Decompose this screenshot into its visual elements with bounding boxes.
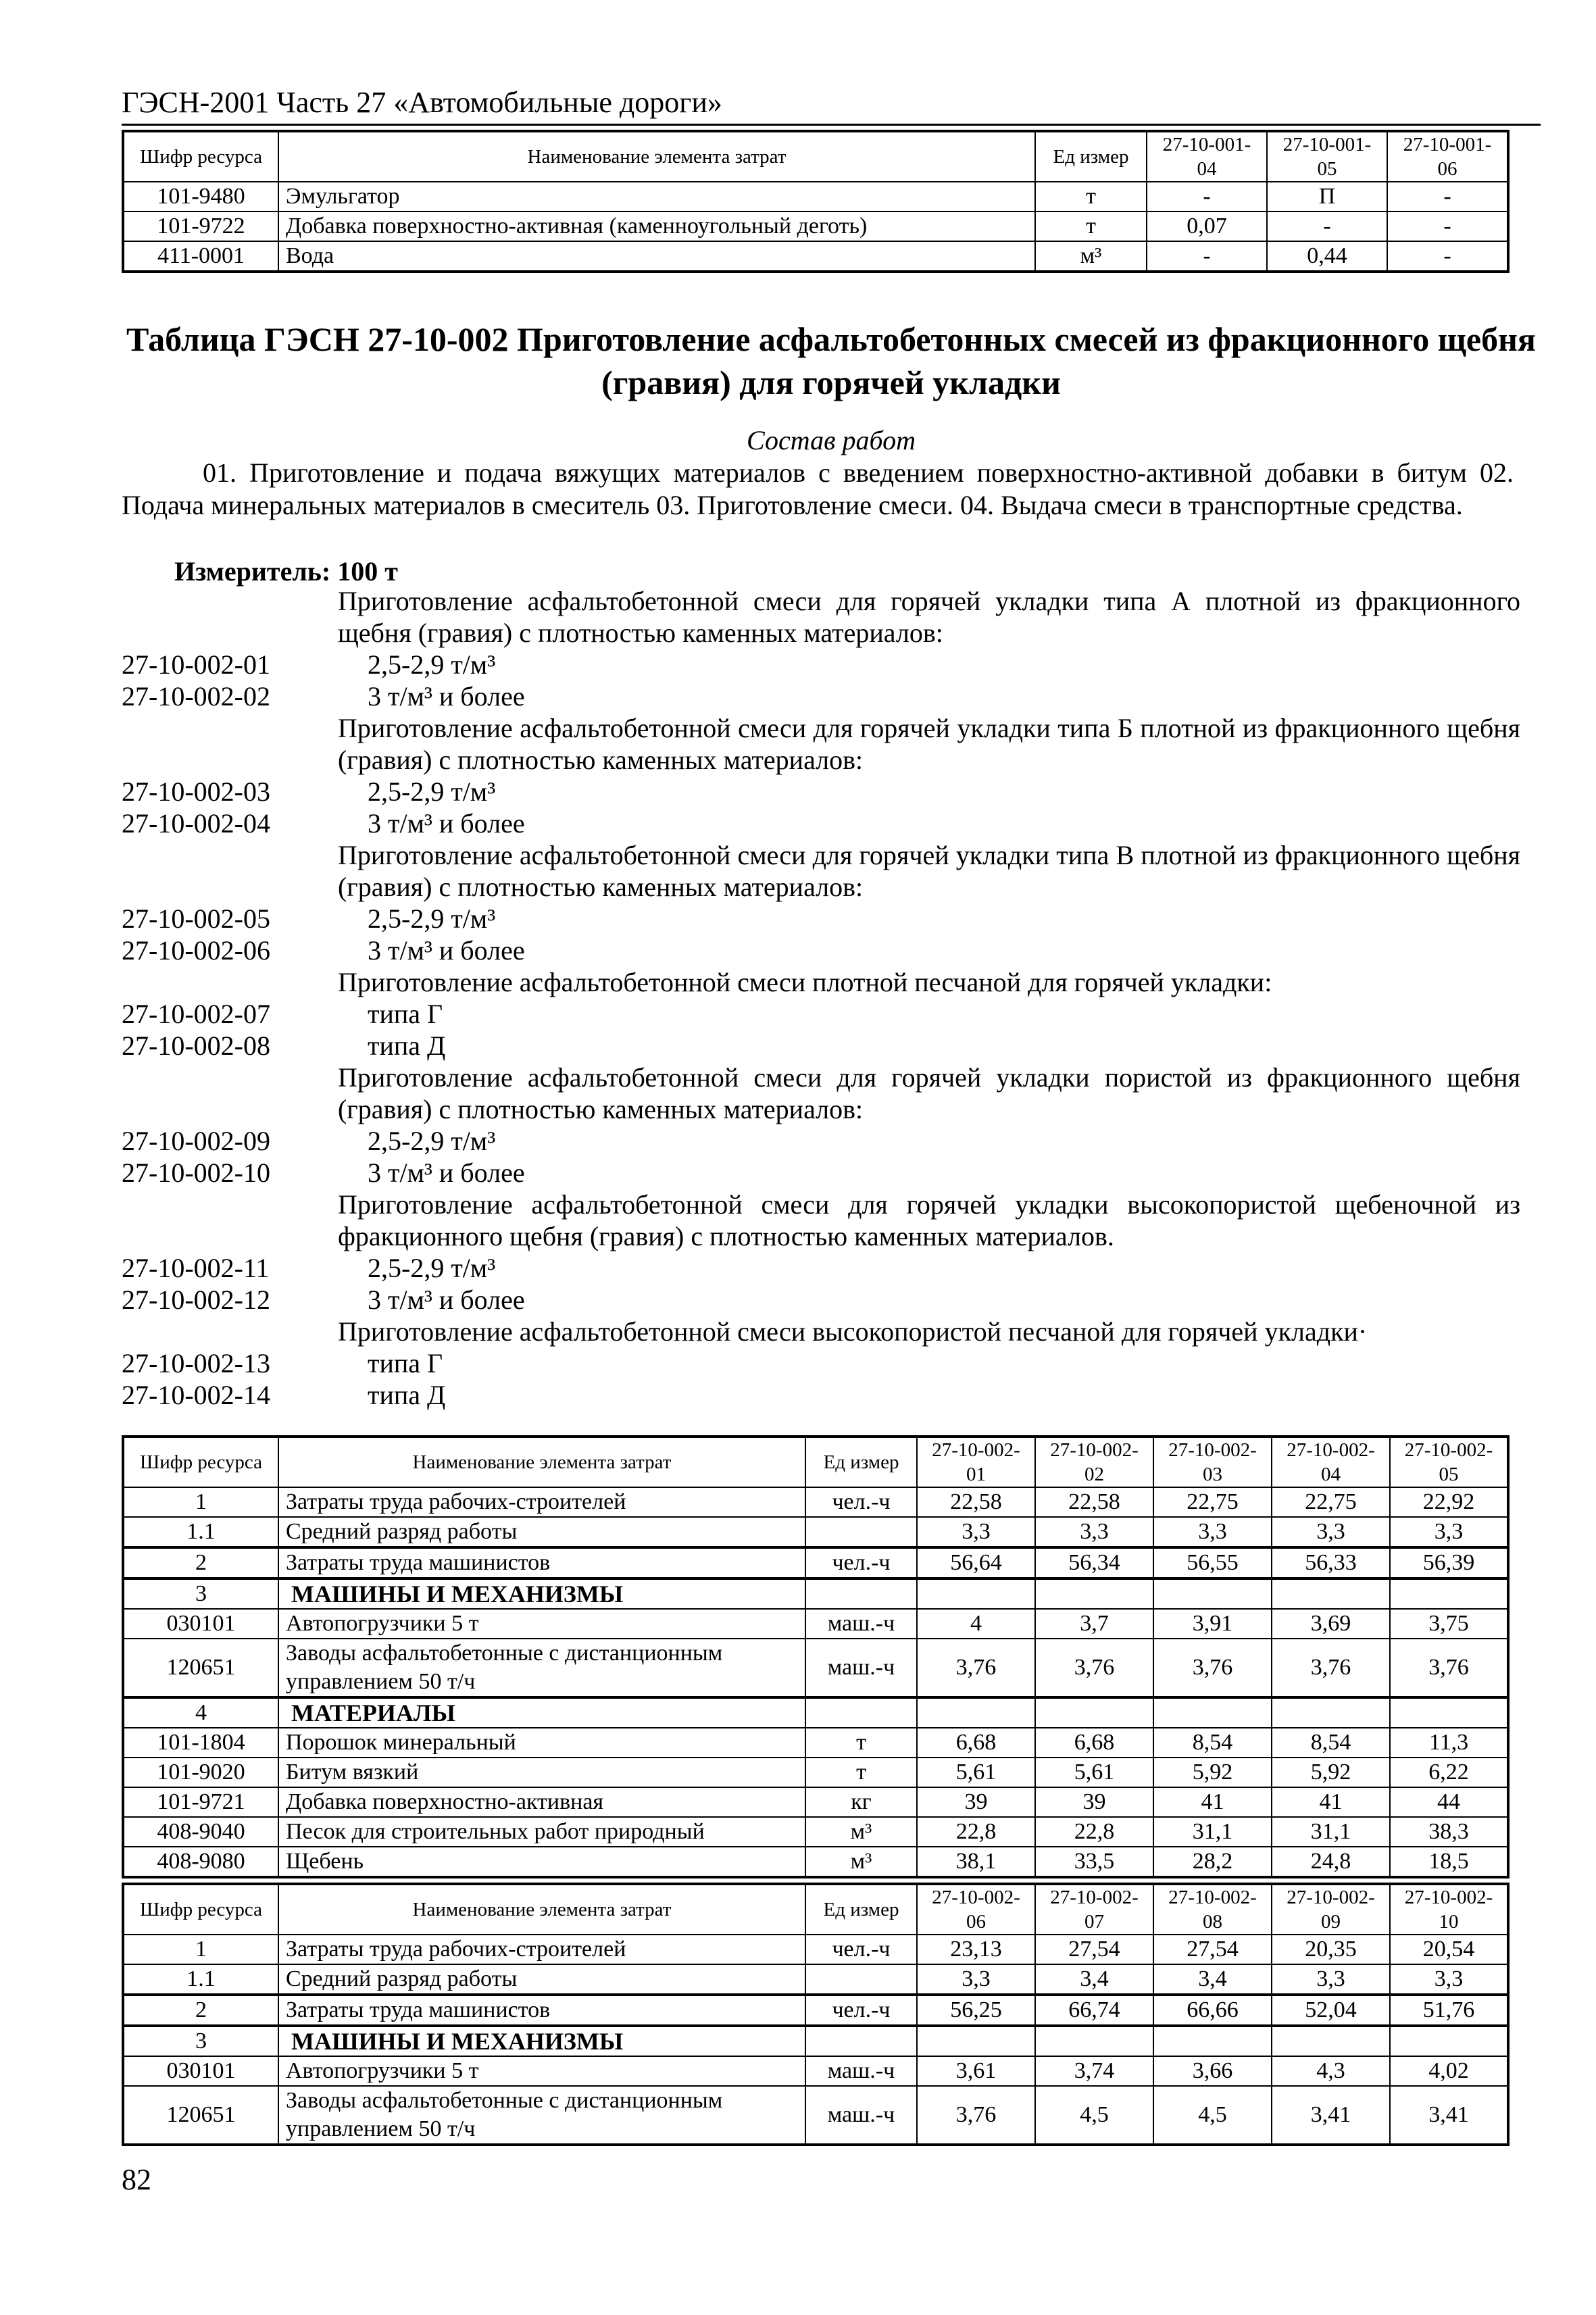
value-cell: 4,02 — [1390, 2056, 1508, 2086]
item-value: 3 т/м³ и более — [368, 1285, 525, 1315]
resource-code-cell: 1.1 — [123, 1517, 278, 1547]
col-header: Наименование элемента затрат — [278, 1884, 805, 1935]
value-cell: 4,3 — [1272, 2056, 1390, 2086]
item-code: 27-10-002-09 — [122, 1126, 270, 1156]
value-cell: 22,75 — [1153, 1487, 1272, 1517]
item-row — [122, 680, 1520, 712]
unit-cell: кг — [805, 1787, 917, 1817]
cost-element-name-cell: Порошок минеральный — [278, 1728, 805, 1758]
value-cell: - — [1147, 241, 1267, 272]
value-cell — [1272, 2026, 1390, 2056]
item-row — [122, 1284, 1520, 1316]
value-cell: 3,3 — [1153, 1517, 1272, 1547]
col-header: 27-10-002-02 — [1035, 1437, 1153, 1487]
unit-cell: чел.-ч — [805, 1995, 917, 2026]
value-cell: 3,3 — [917, 1517, 1035, 1547]
table-row — [123, 1639, 1508, 1697]
value-cell: П — [1267, 182, 1387, 211]
resource-code-cell: 408-9080 — [123, 1847, 278, 1877]
value-cell: 5,92 — [1272, 1758, 1390, 1787]
cost-element-name-cell: Добавка поверхностно-активная — [278, 1787, 805, 1817]
value-cell: - — [1387, 182, 1508, 211]
col-header: 27-10-001-06 — [1387, 131, 1508, 182]
unit-cell — [805, 1578, 917, 1609]
cost-element-name-cell: Затраты труда машинистов — [278, 1547, 805, 1578]
table-row — [123, 1995, 1508, 2026]
value-cell: 6,22 — [1390, 1758, 1508, 1787]
table-row — [123, 182, 1508, 211]
value-cell: 27,54 — [1035, 1935, 1153, 1964]
unit-cell: маш.-ч — [805, 2086, 917, 2145]
table-row — [123, 1847, 1508, 1877]
item-row — [122, 998, 1520, 1030]
item-group-description: Приготовление асфальтобетонной смеси высокопористой песчаной для горячей укладки· — [338, 1316, 1368, 1347]
item-value: 2,5-2,9 т/м³ — [368, 903, 496, 934]
resource-code-cell: 411-0001 — [123, 241, 278, 272]
unit-cell: маш.-ч — [805, 1639, 917, 1697]
item-row — [122, 1030, 1520, 1062]
item-group-description: Приготовление асфальтобетонной смеси для горячей укладки типа В плотной из фракционного щебня (гравия) с плотностью каменных материалов: — [338, 840, 1520, 902]
value-cell: 8,54 — [1272, 1728, 1390, 1758]
value-cell: 66,74 — [1035, 1995, 1153, 2026]
value-cell: 22,8 — [1035, 1817, 1153, 1847]
col-header: 27-10-002-04 — [1272, 1437, 1390, 1487]
cost-element-name-cell: Автопогрузчики 5 т — [278, 2056, 805, 2086]
cost-element-name-cell: Средний разряд работы — [278, 1517, 805, 1547]
item-group-description: Приготовление асфальтобетонной смеси плотной песчаной для горячей укладки: — [338, 967, 1272, 997]
value-cell: 3,76 — [1035, 1639, 1153, 1697]
cost-element-name-cell: Средний разряд работы — [278, 1964, 805, 1995]
value-cell: - — [1147, 182, 1267, 211]
value-cell: 3,76 — [1272, 1639, 1390, 1697]
value-cell: 5,92 — [1153, 1758, 1272, 1787]
norms-table-a-body — [123, 1487, 1508, 1877]
col-header: 27-10-002-09 — [1272, 1884, 1390, 1935]
resource-code-cell: 3 — [123, 1578, 278, 1609]
item-group-description: Приготовление асфальтобетонной смеси для горячей укладки пористой из фракционного щебня (гравия) с плотностью каменных материалов: — [338, 1062, 1520, 1124]
unit-cell: чел.-ч — [805, 1935, 917, 1964]
value-cell — [917, 2026, 1035, 2056]
value-cell: 3,74 — [1035, 2056, 1153, 2086]
value-cell: 56,25 — [917, 1995, 1035, 2026]
item-value: 3 т/м³ и более — [368, 935, 525, 966]
item-value: 3 т/м³ и более — [368, 1158, 525, 1188]
value-cell — [1272, 1697, 1390, 1728]
unit-cell: м³ — [805, 1817, 917, 1847]
cost-element-name-cell: Автопогрузчики 5 т — [278, 1609, 805, 1639]
resource-code-cell: 408-9040 — [123, 1817, 278, 1847]
unit-cell: м³ — [1035, 241, 1147, 272]
top-table-header — [123, 131, 1508, 182]
table-title: Таблица ГЭСН 27-10-002 Приготовление асфальтобетонных смесей из фракционного щебня (гравия) для горячей укладки — [126, 320, 1536, 401]
value-cell: 3,91 — [1153, 1609, 1272, 1639]
item-value: 3 т/м³ и более — [368, 808, 525, 839]
value-cell: 20,54 — [1390, 1935, 1508, 1964]
resource-code-cell: 2 — [123, 1995, 278, 2026]
cost-element-name-cell: Затраты труда машинистов — [278, 1995, 805, 2026]
col-header: Ед измер — [1035, 131, 1147, 182]
item-value: 2,5-2,9 т/м³ — [368, 1253, 496, 1283]
value-cell — [1153, 1578, 1272, 1609]
table-row — [123, 1517, 1508, 1547]
value-cell: 3,76 — [917, 1639, 1035, 1697]
value-cell: 31,1 — [1153, 1817, 1272, 1847]
value-cell: 6,68 — [1035, 1728, 1153, 1758]
section-row — [123, 2026, 1508, 2056]
item-row — [122, 903, 1520, 935]
item-value: 2,5-2,9 т/м³ — [368, 649, 496, 680]
item-list — [122, 585, 1520, 1411]
item-value: типа Д — [368, 1030, 446, 1061]
work-composition-heading: Состав работ — [747, 425, 916, 455]
cost-element-name-cell: Вода — [278, 241, 1035, 272]
norms-table-b — [122, 1883, 1510, 2146]
value-cell: 56,64 — [917, 1547, 1035, 1578]
value-cell — [1035, 2026, 1153, 2056]
value-cell: 3,61 — [917, 2056, 1035, 2086]
value-cell — [917, 1697, 1035, 1728]
value-cell: 66,66 — [1153, 1995, 1272, 2026]
table-row — [123, 211, 1508, 241]
value-cell — [1390, 1578, 1508, 1609]
value-cell: - — [1387, 241, 1508, 272]
table-row — [123, 1817, 1508, 1847]
value-cell: 38,1 — [917, 1847, 1035, 1877]
page-number: 82 — [122, 2163, 151, 2196]
value-cell: 24,8 — [1272, 1847, 1390, 1877]
value-cell: 22,8 — [917, 1817, 1035, 1847]
unit-cell: т — [805, 1758, 917, 1787]
value-cell: 3,4 — [1035, 1964, 1153, 1995]
value-cell: 4 — [917, 1609, 1035, 1639]
resource-code-cell: 120651 — [123, 2086, 278, 2145]
item-code: 27-10-002-14 — [122, 1380, 270, 1410]
value-cell: 51,76 — [1390, 1995, 1508, 2026]
value-cell: 3,3 — [1272, 1964, 1390, 1995]
cost-element-name-cell: Заводы асфальтобетонные с дистанционным управлением 50 т/ч — [278, 1639, 805, 1697]
value-cell: 3,41 — [1390, 2086, 1508, 2145]
cost-element-name-cell: Эмульгатор — [278, 182, 1035, 211]
table-row — [123, 1547, 1508, 1578]
value-cell: 39 — [917, 1787, 1035, 1817]
col-header: 27-10-002-01 — [917, 1437, 1035, 1487]
unit-cell — [805, 2026, 917, 2056]
work-composition-text: 01. Приготовление и подача вяжущих материалов с введением поверхностно-активной добавки в битум 02. Подача минеральных материалов в смеситель 03. Приготовление смеси. 04. Выдача смеси в транспортные средства. — [122, 457, 1514, 520]
table-row — [123, 1935, 1508, 1964]
cost-element-name-cell: Добавка поверхностно-активная (каменноугольный деготь) — [278, 211, 1035, 241]
col-header: Наименование элемента затрат — [278, 1437, 805, 1487]
col-header: 27-10-002-10 — [1390, 1884, 1508, 1935]
unit-cell: м³ — [805, 1847, 917, 1877]
item-code: 27-10-002-07 — [122, 999, 270, 1029]
item-code: 27-10-002-04 — [122, 808, 270, 839]
value-cell: 44 — [1390, 1787, 1508, 1817]
resource-code-cell: 120651 — [123, 1639, 278, 1697]
value-cell: 6,68 — [917, 1728, 1035, 1758]
item-row — [122, 1379, 1520, 1411]
unit-cell — [805, 1964, 917, 1995]
item-code: 27-10-002-10 — [122, 1158, 270, 1188]
resource-code-cell: 030101 — [123, 2056, 278, 2086]
cost-element-name-cell: МАШИНЫ И МЕХАНИЗМЫ — [278, 2026, 805, 2056]
resource-code-cell: 4 — [123, 1697, 278, 1728]
value-cell — [1153, 1697, 1272, 1728]
col-header: Шифр ресурса — [123, 1437, 278, 1487]
value-cell — [1390, 2026, 1508, 2056]
cost-element-name-cell: Песок для строительных работ природный — [278, 1817, 805, 1847]
resource-code-cell: 2 — [123, 1547, 278, 1578]
value-cell: 0,44 — [1267, 241, 1387, 272]
resource-code-cell: 1 — [123, 1935, 278, 1964]
item-code: 27-10-002-13 — [122, 1348, 270, 1378]
value-cell: 3,69 — [1272, 1609, 1390, 1639]
value-cell: 4,5 — [1035, 2086, 1153, 2145]
value-cell: 3,76 — [1390, 1639, 1508, 1697]
item-group-description: Приготовление асфальтобетонной смеси для горячей укладки типа Б плотной из фракционного щебня (гравия) с плотностью каменных материалов: — [338, 713, 1520, 775]
cost-element-name-cell: Затраты труда рабочих-строителей — [278, 1487, 805, 1517]
top-table — [122, 130, 1510, 273]
unit-cell — [805, 1697, 917, 1728]
table-row — [123, 241, 1508, 272]
value-cell: 5,61 — [1035, 1758, 1153, 1787]
item-value: типа Г — [368, 999, 443, 1029]
cost-element-name-cell: Затраты труда рабочих-строителей — [278, 1935, 805, 1964]
top-table-body — [123, 182, 1508, 272]
value-cell: 22,75 — [1272, 1487, 1390, 1517]
item-code: 27-10-002-11 — [122, 1253, 270, 1283]
cost-element-name-cell: Битум вязкий — [278, 1758, 805, 1787]
item-value: 2,5-2,9 т/м³ — [368, 776, 496, 807]
item-row — [122, 935, 1520, 966]
table-row — [123, 1487, 1508, 1517]
section-row — [123, 1578, 1508, 1609]
item-code: 27-10-002-12 — [122, 1285, 270, 1315]
unit-cell: чел.-ч — [805, 1487, 917, 1517]
value-cell: 3,3 — [917, 1964, 1035, 1995]
norms-table-b-body — [123, 1935, 1508, 2145]
col-header: 27-10-001-04 — [1147, 131, 1267, 182]
value-cell — [1390, 1697, 1508, 1728]
value-cell: 3,41 — [1272, 2086, 1390, 2145]
resource-code-cell: 101-9480 — [123, 182, 278, 211]
table-row — [123, 1964, 1508, 1995]
value-cell: 18,5 — [1390, 1847, 1508, 1877]
item-code: 27-10-002-03 — [122, 776, 270, 807]
value-cell: 31,1 — [1272, 1817, 1390, 1847]
value-cell: 3,3 — [1272, 1517, 1390, 1547]
item-row — [122, 1252, 1520, 1284]
value-cell: 3,4 — [1153, 1964, 1272, 1995]
value-cell: 3,76 — [917, 2086, 1035, 2145]
value-cell: 4,5 — [1153, 2086, 1272, 2145]
value-cell: 3,3 — [1390, 1964, 1508, 1995]
table-row — [123, 1728, 1508, 1758]
col-header: 27-10-002-05 — [1390, 1437, 1508, 1487]
value-cell: 38,3 — [1390, 1817, 1508, 1847]
section-row — [123, 1697, 1508, 1728]
value-cell: - — [1387, 211, 1508, 241]
value-cell: 3,3 — [1390, 1517, 1508, 1547]
norms-table-a — [122, 1435, 1510, 1878]
cost-element-name-cell: МАШИНЫ И МЕХАНИЗМЫ — [278, 1578, 805, 1609]
item-row — [122, 1125, 1520, 1157]
value-cell: 11,3 — [1390, 1728, 1508, 1758]
value-cell: 52,04 — [1272, 1995, 1390, 2026]
item-group-description: Приготовление асфальтобетонной смеси для горячей укладки типа А плотной из фракционного щебня (гравия) с плотностью каменных материалов: — [338, 586, 1520, 648]
value-cell: 5,61 — [917, 1758, 1035, 1787]
resource-code-cell: 1.1 — [123, 1964, 278, 1995]
cost-element-name-cell: МАТЕРИАЛЫ — [278, 1697, 805, 1728]
value-cell: 27,54 — [1153, 1935, 1272, 1964]
resource-code-cell: 101-9020 — [123, 1758, 278, 1787]
value-cell: 28,2 — [1153, 1847, 1272, 1877]
value-cell: 56,39 — [1390, 1547, 1508, 1578]
item-code: 27-10-002-08 — [122, 1030, 270, 1061]
resource-code-cell: 030101 — [123, 1609, 278, 1639]
value-cell: 8,54 — [1153, 1728, 1272, 1758]
value-cell: 56,34 — [1035, 1547, 1153, 1578]
col-header: 27-10-002-07 — [1035, 1884, 1153, 1935]
item-code: 27-10-002-06 — [122, 935, 270, 966]
resource-code-cell: 101-9721 — [123, 1787, 278, 1817]
value-cell: 56,55 — [1153, 1547, 1272, 1578]
value-cell — [1272, 1578, 1390, 1609]
value-cell: 22,58 — [1035, 1487, 1153, 1517]
unit-cell — [805, 1517, 917, 1547]
item-row — [122, 1157, 1520, 1189]
table-row — [123, 2086, 1508, 2145]
table-row — [123, 1609, 1508, 1639]
unit-cell: чел.-ч — [805, 1547, 917, 1578]
item-row — [122, 807, 1520, 839]
value-cell: 23,13 — [917, 1935, 1035, 1964]
item-value: типа Д — [368, 1380, 446, 1410]
item-code: 27-10-002-02 — [122, 681, 270, 712]
value-cell — [1035, 1697, 1153, 1728]
value-cell: 56,33 — [1272, 1547, 1390, 1578]
value-cell — [1153, 2026, 1272, 2056]
unit-cell: маш.-ч — [805, 1609, 917, 1639]
item-group-description: Приготовление асфальтобетонной смеси для горячей укладки высокопористой щебеночной из фракционного щебня (гравия) с плотностью каменных материалов. — [338, 1189, 1520, 1251]
value-cell: 22,58 — [917, 1487, 1035, 1517]
value-cell — [917, 1578, 1035, 1609]
value-cell: 41 — [1153, 1787, 1272, 1817]
unit-cell: маш.-ч — [805, 2056, 917, 2086]
col-header: Ед измер — [805, 1884, 917, 1935]
value-cell: 20,35 — [1272, 1935, 1390, 1964]
resource-code-cell: 101-1804 — [123, 1728, 278, 1758]
unit-cell: т — [1035, 182, 1147, 211]
value-cell: 3,7 — [1035, 1609, 1153, 1639]
norms-table-b-header — [123, 1884, 1508, 1935]
cost-element-name-cell: Заводы асфальтобетонные с дистанционным управлением 50 т/ч — [278, 2086, 805, 2145]
value-cell — [1035, 1578, 1153, 1609]
item-value: типа Г — [368, 1348, 443, 1378]
value-cell: 39 — [1035, 1787, 1153, 1817]
unit-cell: т — [805, 1728, 917, 1758]
col-header: Ед измер — [805, 1437, 917, 1487]
value-cell: 3,3 — [1035, 1517, 1153, 1547]
unit-cell: т — [1035, 211, 1147, 241]
cost-element-name-cell: Щебень — [278, 1847, 805, 1877]
value-cell: 0,07 — [1147, 211, 1267, 241]
item-value: 2,5-2,9 т/м³ — [368, 1126, 496, 1156]
running-header: ГЭСН-2001 Часть 27 «Автомобильные дороги» — [122, 85, 1541, 126]
col-header: Шифр ресурса — [123, 131, 278, 182]
resource-code-cell: 101-9722 — [123, 211, 278, 241]
col-header: Шифр ресурса — [123, 1884, 278, 1935]
col-header: 27-10-002-03 — [1153, 1437, 1272, 1487]
value-cell: 3,76 — [1153, 1639, 1272, 1697]
item-value: 3 т/м³ и более — [368, 681, 525, 712]
table-row — [123, 1787, 1508, 1817]
resource-code-cell: 1 — [123, 1487, 278, 1517]
item-row — [122, 776, 1520, 807]
value-cell: 3,75 — [1390, 1609, 1508, 1639]
meter-label: Измеритель: 100 т — [174, 556, 398, 587]
col-header: 27-10-002-06 — [917, 1884, 1035, 1935]
norms-table-a-header — [123, 1437, 1508, 1487]
item-row — [122, 649, 1520, 680]
value-cell: 33,5 — [1035, 1847, 1153, 1877]
col-header: 27-10-001-05 — [1267, 131, 1387, 182]
table-row — [123, 2056, 1508, 2086]
value-cell: 3,66 — [1153, 2056, 1272, 2086]
value-cell: 22,92 — [1390, 1487, 1508, 1517]
item-code: 27-10-002-01 — [122, 649, 270, 680]
table-row — [123, 1758, 1508, 1787]
col-header: 27-10-002-08 — [1153, 1884, 1272, 1935]
value-cell: - — [1267, 211, 1387, 241]
item-code: 27-10-002-05 — [122, 903, 270, 934]
resource-code-cell: 3 — [123, 2026, 278, 2056]
item-row — [122, 1347, 1520, 1379]
col-header: Наименование элемента затрат — [278, 131, 1035, 182]
value-cell: 41 — [1272, 1787, 1390, 1817]
